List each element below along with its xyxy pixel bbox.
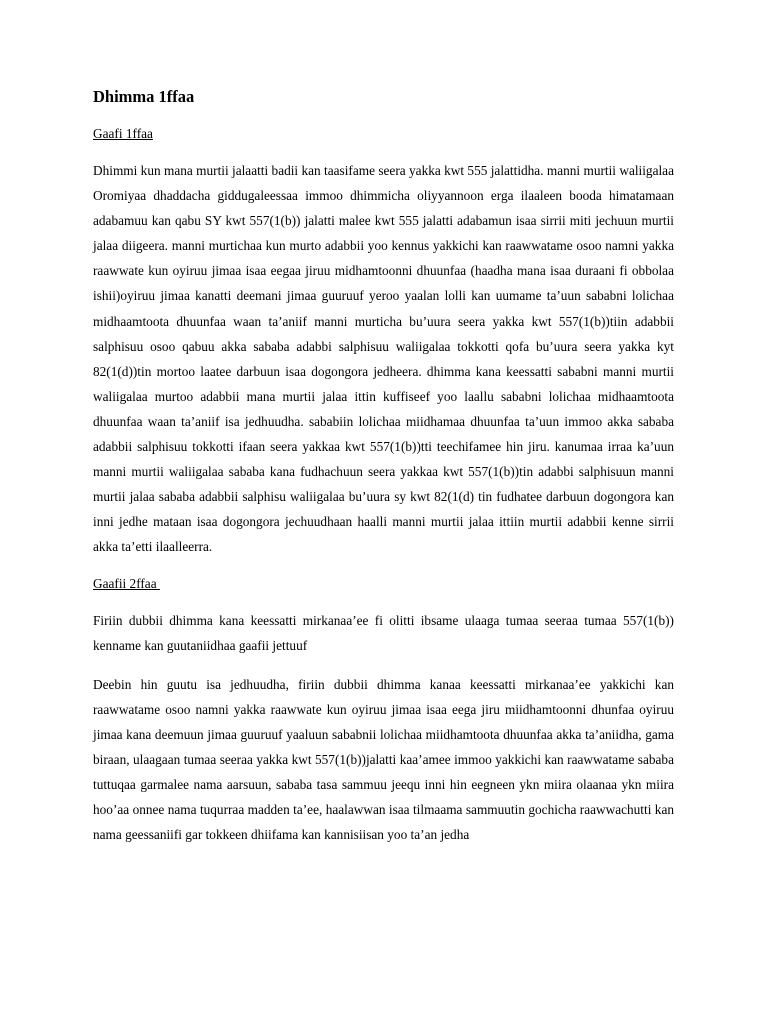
section-2-paragraph-2: Deebin hin guutu isa jedhuudha, firiin dubbii dhimma kanaa keessatti mirkanaa’ee yakkichi kan raawwatame osoo namni yakka raawwate kun oyiruu jimaa isaa eega jiru miidhamtoonni dhunfaa oyiruu jimaa kana deemuun jimaa guuruuf yaaluun sababnii lolichaa miidhamtoota dhuunfaa akka ta’aniidha, gama biraan, ulaagaan tumaa seeraa yakka kwt 557(1(b))jalatti kaa’amee immoo yakkichi kan raawwatame sababa tuttuqaa garmalee nama aarsuun, sababa tasa sammuu jeequ inni hin eegneen ykn miira olaanaa ykn miira hoo’aa onnee nama tuqurraa madden ta’ee, haalawwan isaa tilmaama sammuutin gochicha raawwachutti kan nama geessaniifi gar tokkeen dhiifama kan kannisiisan yoo ta’an jedha bbox=[93, 676, 674, 843]
document-title: Dhimma 1ffaa bbox=[93, 87, 195, 106]
section-1-heading: Gaafi 1ffaa bbox=[93, 126, 153, 141]
section-1-paragraph: Dhimmi kun mana murtii jalaatti badii kan taasifame seera yakka kwt 555 jalattidha. manni murtii waliigalaa Oromiyaa dhaddacha giddugaleessaa immoo dhimmicha oliyyannoon erga ilaaleen booda himatamaan adabamuu kan qabu SY kwt 557(1(b)) jalatti malee kwt 555 jalatti adabamun isaa sirrii miti jechuun murtii jalaa diigeera. manni murtichaa kun murto adabbii yoo kennus yakkichi kan raawwatame osoo namni yakka raawwate kun oyiruu jimaa isaa eegaa jiruu midhamtoonni dhuunfaa (haadha mana isaa duraani fi obbolaa ishii)oyiruu jimaa kanatti deemani jimaa guuruuf yeroo yaalan lolli kan uumame ta’uun sababni lolichaa midhaamtoota dhuunfaa waan ta’aniif manni murticha bu’uura seera yakka kwt 557(1(b))tiin adabbii salphisuu osoo qabuu akka sababa adabbi salphisuu waliigalaa tokkotti qofa bu’uura seera yakka kyt 82(1(d))tin mortoo laatee darbuun isaa dogongora jedheera. dhimma kana keessatti sababni manni murtii waliigalaa murtoo adabbii mana murtii jalaa ittin kuffiseef yoo laallu sababni lolichaa midhaamtoota dhuunfaa waan ta’aniif isa jedhuudha. sababiin lolichaa miidhamaa dhuunfaa ta’uun immoo akka sababa adabbii salphisuu tokkotti ifaan seera yakkaa kwt 557(1(b))tti teechifamee hin jiru. kanumaa irraa ka’uun manni murtii waliigalaa sababa kana fudhachuun seera yakkaa kwt 557(1(b))tin adabbi salphisuun manni murtii jalaa sababa adabbii salphisu waliigalaa bu’uura sy kwt 82(1(d) tin fudhatee darbuun dogongora kan inni jedhe mataan isaa dogongora jechuudhaan haalli manni murtii jalaa ittiin murtii adabbii kenne sirrii akka ta’etti ilaalleerra. bbox=[93, 163, 674, 555]
document-page bbox=[93, 86, 674, 861]
section-2-paragraph-1: Firiin dubbii dhimma kana keessatti mirkanaa’ee fi olitti ibsame ulaaga tumaa seeraa tumaa 557(1(b)) kenname kan guutaniidhaa gaafii jettuuf bbox=[93, 612, 674, 653]
section-2-heading: Gaafii 2ffaa bbox=[93, 575, 160, 591]
